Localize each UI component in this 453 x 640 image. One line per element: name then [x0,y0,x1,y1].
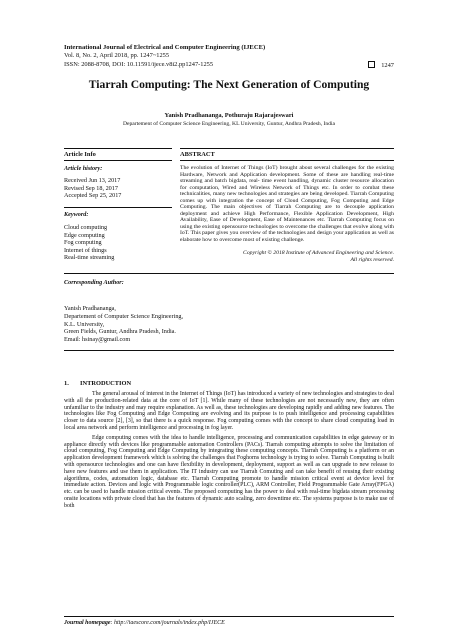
divider [64,160,172,161]
running-header [64,44,394,69]
homepage-url: : http://iaescore.com/journals/index.php/IJECE [110,620,225,626]
paper-authors: Yanish Pradhananga, Pothuraju Rajarajeswari [164,112,294,119]
author-affiliation: Departement of Computer Science Engineering, KL University, Guntur, Andhra Pradesh, India [122,121,336,127]
corresponding-author-block [64,305,394,344]
history-item: Revised Sep 18, 2017 [64,184,118,192]
article-info-heading: Article Info [64,151,96,158]
corr-line: K.L. University, [64,320,105,328]
homepage-label: Journal homepage [64,620,111,626]
keyword-heading: Keyword: [64,211,89,218]
corr-line: Departement of Computer Science Engineering, [64,312,184,320]
copyright-line: Copyright © 2018 Institute of Advanced Engineering and Science. [243,250,394,256]
keyword-item: Edge computing [64,231,105,239]
copyright-notice [180,250,394,264]
keyword-item: Cloud computing [64,224,108,231]
divider [64,148,172,149]
corr-line: Yanish Pradhananga, [64,305,116,312]
keyword-item: Real-time streaming [64,254,115,262]
divider [64,273,394,274]
page-number-block [368,61,394,70]
section-heading-introduction [64,380,131,387]
divider [64,207,172,208]
article-history [64,177,172,200]
journal-name: International Journal of Electrical and Computer Engineering (IJECE) [64,44,266,51]
paragraph: Edge computing comes with the idea to handle intelligence, processing and communication capabilities in edge gateway or in appliance directly with devices like programmable automation Controllers (PACs). Tiarrah computing attempts to solve the limitation of cloud computing, Fog Computing and Edge Computing by integrating these computing concepts. Tiarrah Computing is a platform or an application development framework which is solving the challenges that Foghorns technology is trying to solve. Tiarrah Computing is built with opensource technologies and one can have flexibility in development, deployment, support as well as can upgrade to new release to have new features and use them in application. The IT industry can use Tiarrah Comuting and can take benefit of reusing their existing algorithms, codes, automation logic, database etc. Tiarrah Computing promote to handle mission critical event at device level for immediate action. Devices and logic with Programmable logic controller(PLC), ARM Controller, Field Programmable Gate Array(FPGA) etc. can be used to handle mission critical events. The proposed computing has the power to deal with real-time bigdata stream processing onsite locations with private cloud that has the features of dynamic auto scaling, zero downtime etc. The systems purpose is to make use of both [64,434,394,509]
keyword-item: Internet of things [64,246,107,254]
keyword-list [64,224,172,262]
section-title: INTRODUCTION [80,380,132,387]
journal-homepage [64,620,225,626]
abstract-heading: ABSTRACT [180,151,215,158]
footer-divider [64,616,394,617]
page-number: 1247 [381,61,394,69]
history-item: Accepted Sep 25, 2017 [64,192,122,200]
corresponding-author-heading: Corresponding Author: [64,279,124,286]
paragraph: The general arousal of interest in the Internet of Things (IoT) has introduced a variety of new technologies and strategies to deal with all the production-related data at the core of IoT [1]. While many of these technologies are not necessarily new, they are often unfamiliar to the industry and may require explanation. As well as, these technologies are developing rapidly and adding new features. The technologies like Fog Computing and Edge Computing are evolving and its purpose is to push intelligence and processing capabilities closer to data source [2], [3], so that there is a quick response. Fog computing comes with the concept to share cloud computing load in local area network and perform intelligence and processing in fog layer. [64,391,395,431]
divider [180,160,394,161]
section-number: 1. [64,380,69,387]
paper-title: Tiarrah Computing: The Next Generation of Computing [88,78,370,91]
introduction-body [64,391,394,513]
issn-doi: ISSN: 2088-8708, DOI: 10.11591/ijece.v8i2.pp1247-1255 [64,60,214,68]
abstract-text: The evolution of Internet of Things (IoT) brought about several challenges for the existing Hardware, Network and Application development. Some of these are handling real-time streaming and batch bigdata, real- time event handling, dynamic cluster resource allocation for computation, Wired and Wireless Network of Things etc. In order to combat these technicalities, many new technologies and strategies are being developed. Tiarrah Computing comes up with integration the concept of Cloud Computing, Fog Computing and Edge Computing. The main objectives of Tiarrah Computing are to decouple application deployment and achieve High Performance, Flexible Application Development, High Availability, Ease of Development, Ease of Maintenances etc. Tiarrah Computing focus on using the existing opensource technologies to overcome the challenges that evolve along with IoT. This paper gives you overview of the technologies and design your application as well as elaborate how to overcome most of existing challenge. [180,165,394,244]
divider [64,350,394,351]
article-history-heading: Article history: [64,165,103,172]
corr-email: Email: hsinay@gmail.com [64,336,131,344]
rights-line: All rights reserved. [350,257,394,263]
corr-line: Green Fields, Guntur, Andhra Pradesh, India. [64,328,176,336]
history-item: Received Jun 13, 2017 [64,177,121,184]
volume-info: Vol. 8, No. 2, April 2018, pp. 1247~1255 [64,52,170,60]
checkbox-square-icon [368,61,375,68]
divider [180,148,394,149]
keyword-item: Fog computing [64,239,102,247]
